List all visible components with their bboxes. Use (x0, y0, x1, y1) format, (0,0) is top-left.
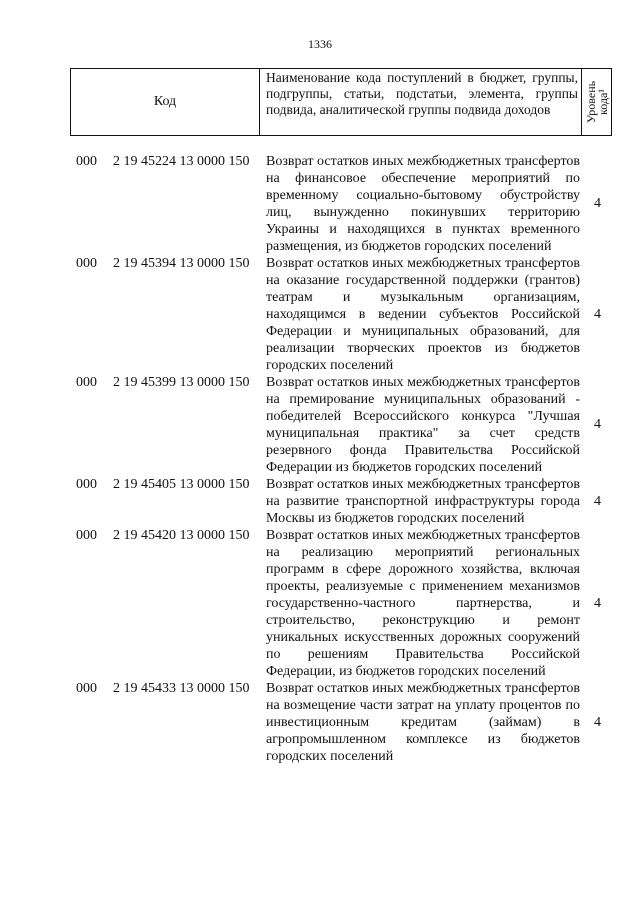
table-row (0, 527, 640, 680)
row-code: 2 19 45420 13 0000 150 (113, 528, 250, 543)
table-row (0, 680, 640, 765)
row-level: 4 (594, 306, 601, 322)
row-code-prefix: 000 (76, 528, 97, 543)
row-name: Возврат остатков иных межбюджетных трансфертов на возмещение части затрат на уплату процентов по инвестиционным кредитам (займам) в агропромышленном комплексе из бюджетов городских поселений (266, 681, 580, 764)
header-code-column: Код (71, 69, 260, 135)
table-row (0, 153, 640, 255)
table-row (0, 476, 640, 527)
row-code-prefix: 000 (76, 477, 97, 492)
row-code: 2 19 45399 13 0000 150 (113, 375, 250, 390)
row-level: 4 (594, 417, 601, 432)
row-name: Возврат остатков иных межбюджетных трансфертов на премирование муниципальных образований - победителей Всероссийского конкурса "Лучшая муниципальная практика" за счет средств резервного фонда Правительства Российской Федерации из бюджетов городских поселений (266, 375, 580, 475)
row-level: 4 (594, 493, 601, 509)
header-level-label-line2: кода¹ (595, 89, 610, 115)
row-code-prefix: 000 (76, 681, 97, 696)
table-row (0, 255, 640, 374)
table-body (0, 153, 640, 765)
header-level-label (585, 81, 609, 123)
row-code: 2 19 45405 13 0000 150 (113, 477, 250, 492)
row-level: 4 (594, 595, 601, 611)
row-code-prefix: 000 (76, 256, 97, 271)
row-level: 4 (594, 714, 601, 730)
row-name: Возврат остатков иных межбюджетных трансфертов на развитие транспортной инфраструктуры города Москвы из бюджетов городских поселений (266, 477, 580, 526)
page-number: 1336 (308, 37, 332, 51)
header-level-label-line1: Уровень (583, 80, 598, 124)
row-name: Возврат остатков иных межбюджетных трансфертов на реализацию мероприятий региональных программ в сфере дорожного хозяйства, включая проекты, реализуемые с применением механизмов государственно-частного партнерства, и строительство, реконструкцию и ремонт уникальных искусственных дорожных сооружений по решениям Правительства Российской Федерации, из бюджетов городских поселений (266, 528, 580, 679)
row-code-prefix: 000 (76, 375, 97, 390)
row-code-prefix: 000 (76, 154, 97, 169)
header-name-column: Наименование кода поступлений в бюджет, группы, подгруппы, статьи, подстатьи, элемента, группы подвида, аналитической группы подвида доходов (260, 69, 582, 135)
row-level: 4 (594, 196, 601, 211)
table-row (0, 374, 640, 476)
table-header (70, 68, 612, 136)
header-level-column (582, 69, 611, 135)
row-name: Возврат остатков иных межбюджетных трансфертов на оказание государственной поддержки (грантов) театрам и музыкальным организациям, находящимся в ведении субъектов Российской Федерации и муниципальных образований, для реализации творческих проектов из бюджетов городских поселений (266, 256, 580, 373)
row-code: 2 19 45224 13 0000 150 (113, 154, 250, 169)
row-code: 2 19 45394 13 0000 150 (113, 256, 250, 271)
row-code: 2 19 45433 13 0000 150 (113, 681, 250, 696)
row-name: Возврат остатков иных межбюджетных трансфертов на финансовое обеспечение мероприятий по временному социально-бытовому обустройству лиц, вынужденно покинувших территорию Украины и находящихся в пунктах временного размещения, из бюджетов городских поселений (266, 154, 580, 254)
